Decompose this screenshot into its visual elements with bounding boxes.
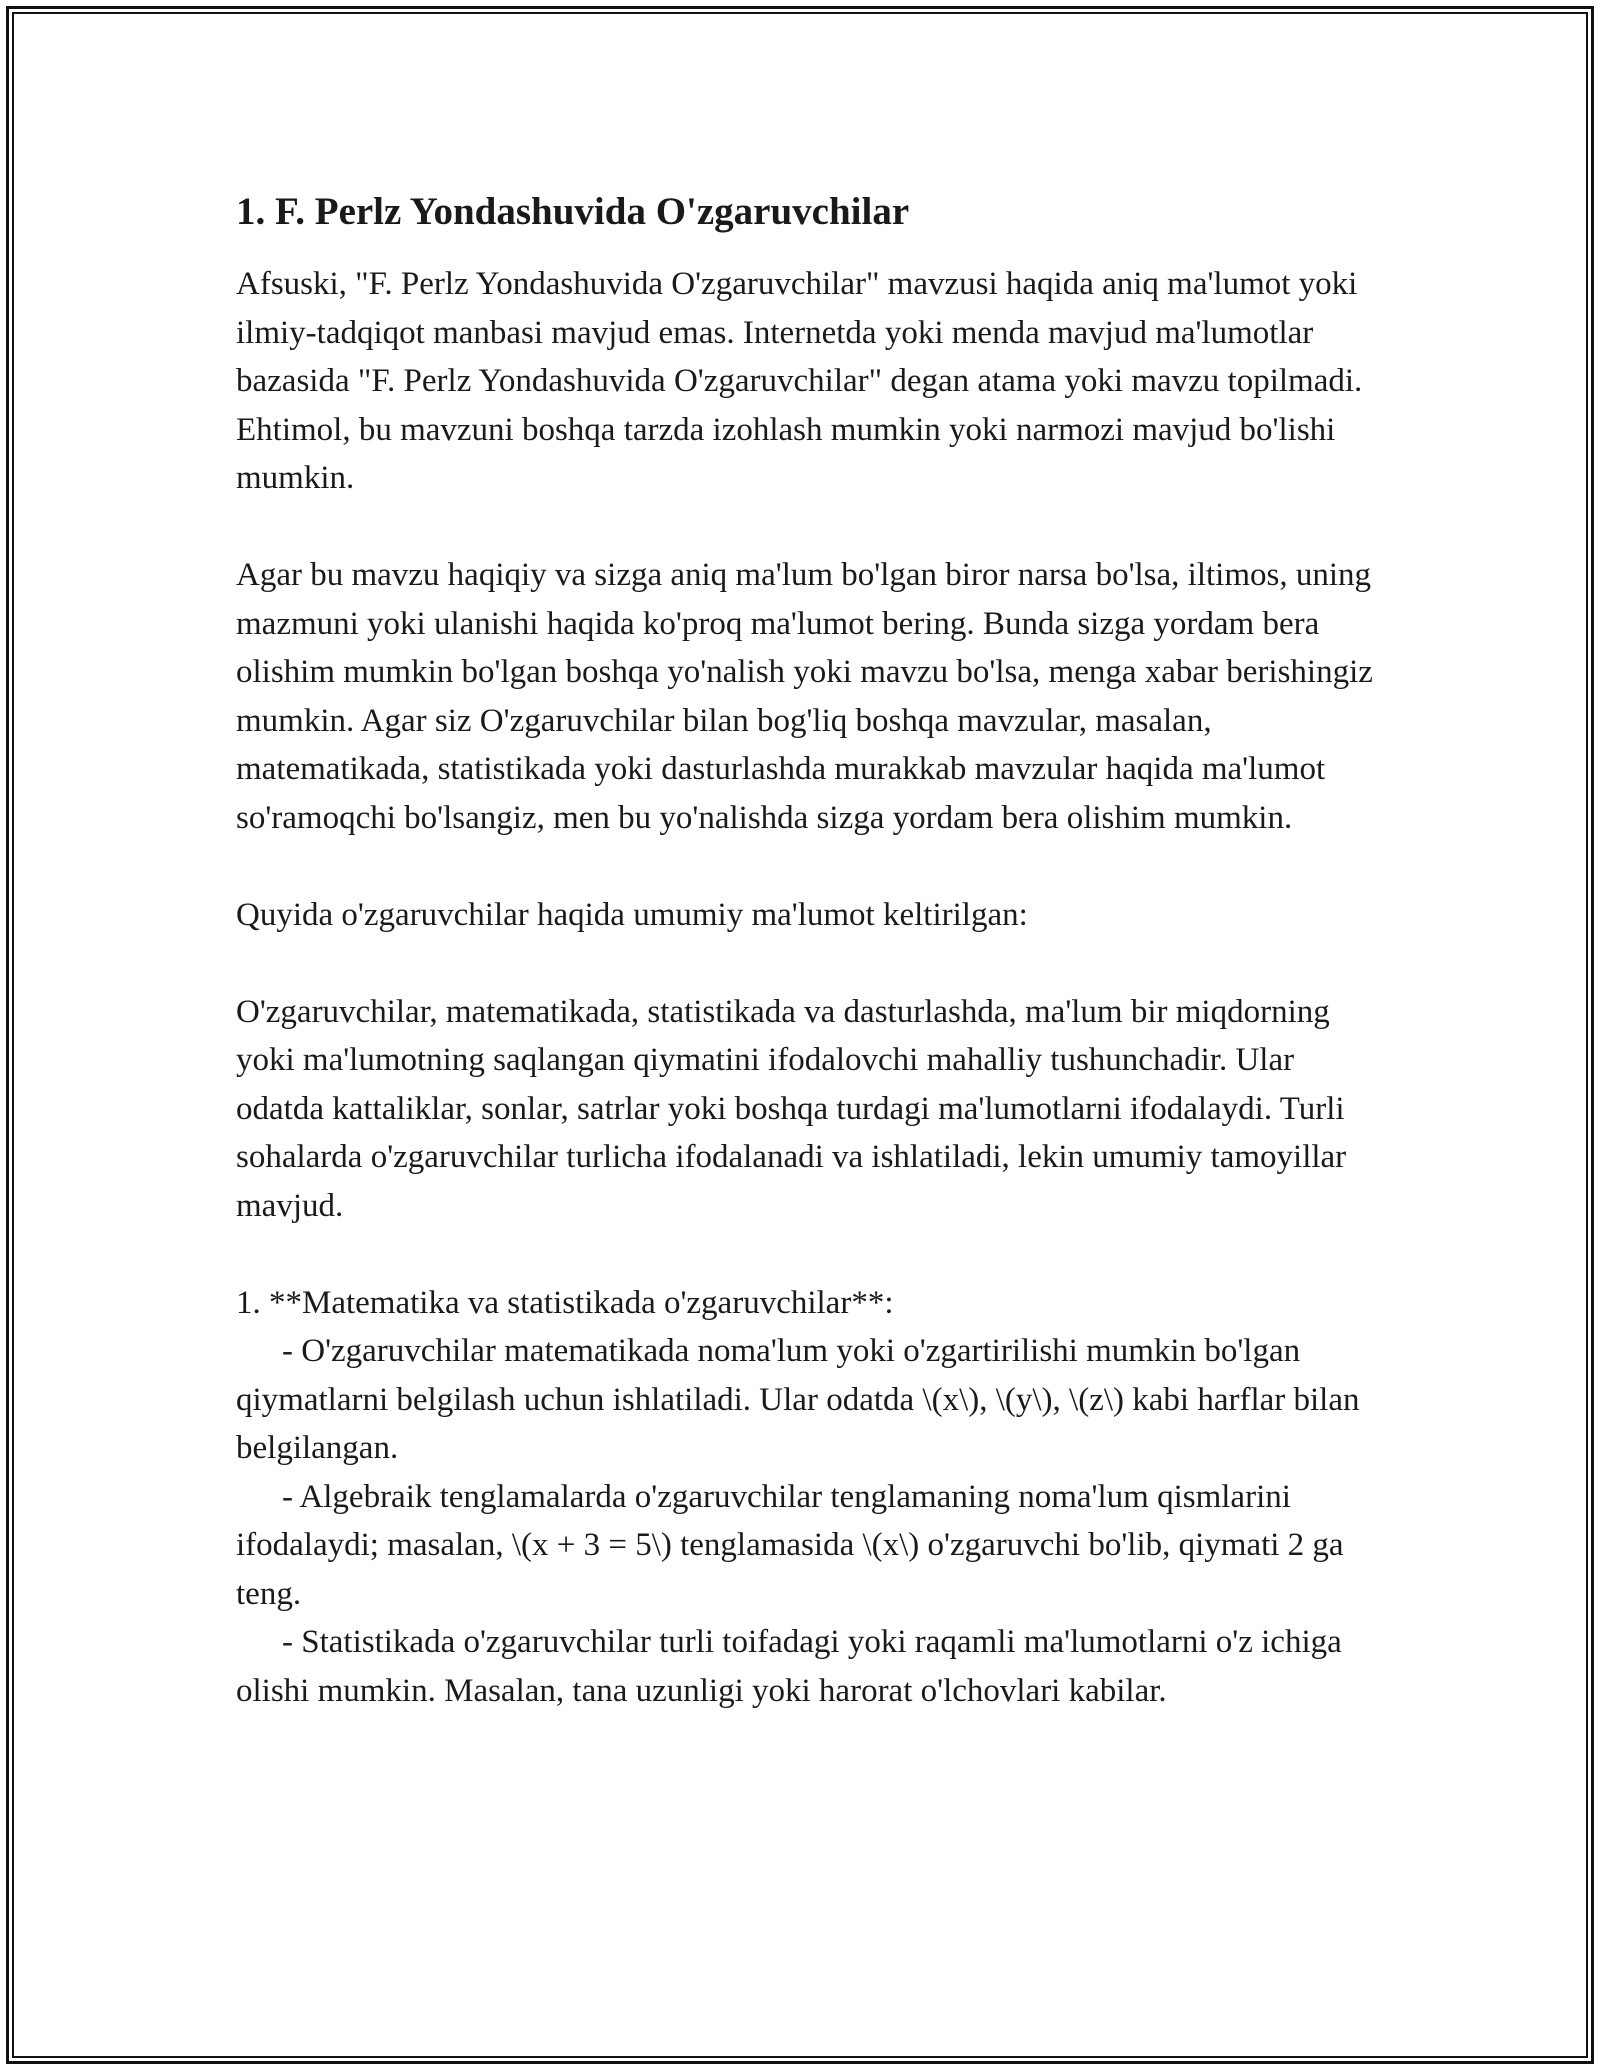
variables-list — [236, 1279, 1376, 1716]
list-item-text: - Algebraik tenglamalarda o'zgaruvchilar tenglamaning noma'lum qismlarini ifodalaydi; masalan, \(x + 3 = 5\) tenglamasida \(x\) o'zgaruvchi bo'lib, qiymati 2 ga teng. — [236, 1478, 1344, 1612]
paragraph-request: Agar bu mavzu haqiqiy va sizga aniq ma'lum bo'lgan biror narsa bo'lsa, iltimos, uning mazmuni yoki ulanishi haqida ko'proq ma'lumot bering. Bunda sizga yordam bera olishim mumkin bo'lgan boshqa yo'nalish yoki mavzu bo'lsa, menga xabar berishingiz mumkin. Agar siz O'zgaruvchilar bilan bog'liq boshqa mavzular, masalan, matematikada, statistikada yoki dasturlashda murakkab mavzular haqida ma'lumot so'ramoqchi bo'lsangiz, men bu yo'nalishda sizga yordam bera olishim mumkin. — [236, 557, 1373, 836]
paragraph-intro: Afsuski, "F. Perlz Yondashuvida O'zgaruvchilar" mavzusi haqida aniq ma'lumot yoki ilmiy-tadqiqot manbasi mavjud emas. Internetda yoki menda mavjud ma'lumotlar bazasida "F. Perlz Yondashuvida O'zgaruvchilar" degan atama yoki mavzu topilmadi. Ehtimol, bu mavzuni boshqa tarzda izohlash mumkin yoki narmozi mavjud bo'lishi mumkin. — [236, 266, 1363, 496]
list-heading: 1. **Matematika va statistikada o'zgaruvchilar**: — [236, 1284, 894, 1321]
paragraph-definition: O'zgaruvchilar, matematikada, statistikada va dasturlashda, ma'lum bir miqdorning yoki ma'lumotning saqlangan qiymatini ifodalovchi mahalliy tushunchadir. Ular odatda kattaliklar, sonlar, satrlar yoki boshqa turdagi ma'lumotlarni ifodalaydi. Turli sohalarda o'zgaruvchilar turlicha ifodalanadi va ishlatiladi, lekin umumiy tamoyillar mavjud. — [236, 993, 1347, 1224]
list-item — [236, 1618, 1376, 1715]
list-item-text: - Statistikada o'zgaruvchilar turli toifadagi yoki raqamli ma'lumotlarni o'z ichiga olishi mumkin. Masalan, tana uzunligi yoki harorat o'lchovlari kabilar. — [236, 1624, 1342, 1709]
list-item-text: - O'zgaruvchilar matematikada noma'lum yoki o'zgartirilishi mumkin bo'lgan qiymatlarni belgilash uchun ishlatiladi. Ular odatda \(x\), \(y\), \(z\) kabi harflar bilan belgilangan. — [236, 1333, 1360, 1466]
document-title: 1. F. Perlz Yondashuvida O'zgaruvchilar — [236, 190, 910, 233]
paragraph-general-info: Quyida o'zgaruvchilar haqida umumiy ma'lumot keltirilgan: — [236, 896, 1028, 933]
list-item — [236, 1327, 1376, 1473]
list-item — [236, 1473, 1376, 1619]
document-body — [236, 186, 1376, 1715]
